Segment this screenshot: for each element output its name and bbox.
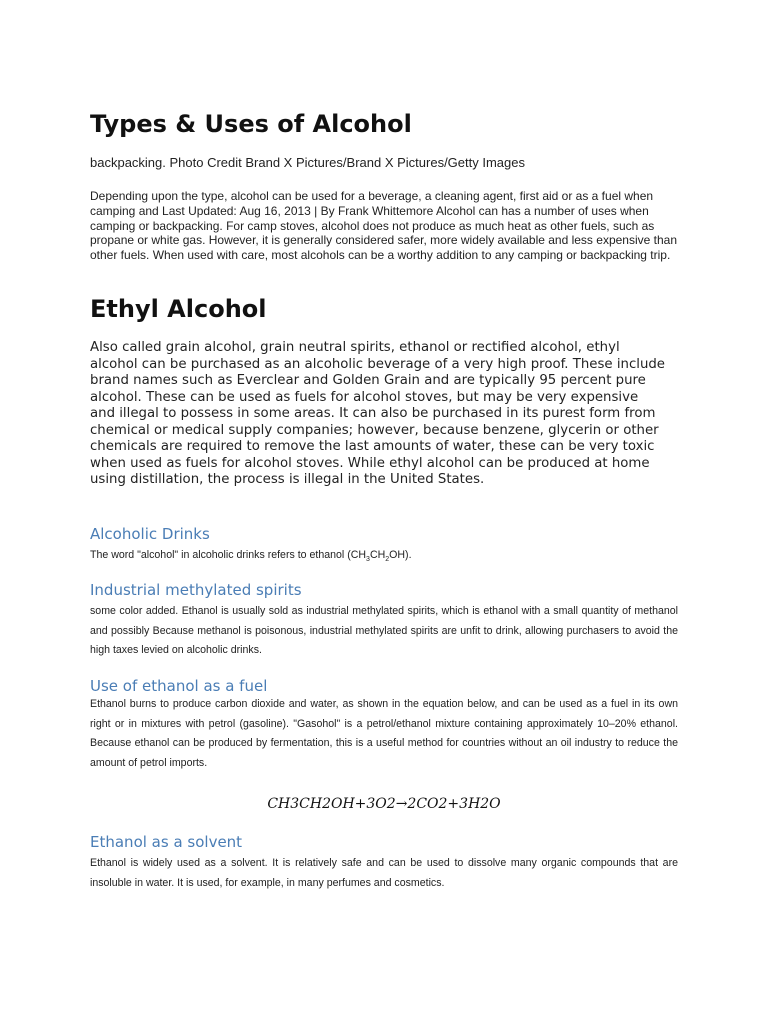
ethanol-solvent-heading: Ethanol as a solvent xyxy=(90,833,243,851)
page-title: Types & Uses of Alcohol xyxy=(90,110,412,138)
industrial-methylated-spirits-paragraph: some color added. Ethanol is usually sold as industrial methylated spirits, which is ethanol with a small quantity of methanol and possibly Because methanol is poisonous, industrial methylated spirits are unfit to drink, allowing purchasers to avoid the high taxes levied on alcoholic drinks. xyxy=(90,605,678,656)
ethanol-fuel-paragraph: Ethanol burns to produce carbon dioxide and water, as shown in the equation below, and can be used as a fuel in its own right or in mixtures with petrol (gasoline). "Gasohol" is a petrol/ethanol mixture containing approximately 10–20% ethanol. Because ethanol can be produced by fermentation, this is a useful method for countries without an oil industry to reduce the amount of petrol imports. xyxy=(90,698,678,769)
ethyl-alcohol-heading: Ethyl Alcohol xyxy=(90,295,267,323)
ethanol-fuel-heading: Use of ethanol as a fuel xyxy=(90,677,268,695)
combustion-equation: CH3CH2OH+3O2→2CO2+3H2O xyxy=(267,796,501,812)
drinks-text-mid: CH xyxy=(369,549,386,561)
drinks-subscript-3: 3 xyxy=(366,556,370,564)
drinks-subscript-2: 2 xyxy=(385,556,390,564)
ethanol-solvent-paragraph: Ethanol is widely used as a solvent. It is relatively safe and can be used to dissolve many organic compounds that are insoluble in water. It is used, for example, in many perfumes and cosmetics. xyxy=(90,857,678,889)
alcoholic-drinks-heading: Alcoholic Drinks xyxy=(90,525,210,543)
industrial-methylated-spirits-heading: Industrial methylated spirits xyxy=(90,581,302,599)
alcoholic-drinks-paragraph xyxy=(90,547,678,563)
drinks-text-after: OH). xyxy=(389,549,412,561)
drinks-text-before: The word "alcohol" in alcoholic drinks refers to ethanol (CH xyxy=(90,549,367,561)
photo-credit: backpacking. Photo Credit Brand X Pictures/Brand X Pictures/Getty Images xyxy=(90,155,525,170)
ethyl-alcohol-paragraph: Also called grain alcohol, grain neutral spirits, ethanol or rectified alcohol, ethyl alcohol can be purchased as an alcoholic beverage of a very high proof. These include brand names such as Everclear and Golden Grain and are typically 95 percent pure alcohol. These can be used as fuels for alcohol stoves, but may be very expensive and illegal to possess in some areas. It can also be purchased in its purest form from chemical or medical supply companies; however, because benzene, glycerin or other chemicals are required to remove the last amounts of water, these can be very toxic when used as fuels for alcohol stoves. While ethyl alcohol can be produced at home using distillation, the process is illegal in the United States. xyxy=(90,340,665,487)
intro-paragraph: Depending upon the type, alcohol can be used for a beverage, a cleaning agent, first aid or as a fuel when camping and Last Updated: Aug 16, 2013 | By Frank Whittemore Alcohol can has a number of uses when camping or backpacking. For camp stoves, alcohol does not produce as much heat as other fuels, such as propane or white gas. However, it is generally considered safer, more widely available and less expensive than other fuels. When used with care, most alcohols can be a worthy addition to any camping or backpacking trip. xyxy=(90,189,677,263)
